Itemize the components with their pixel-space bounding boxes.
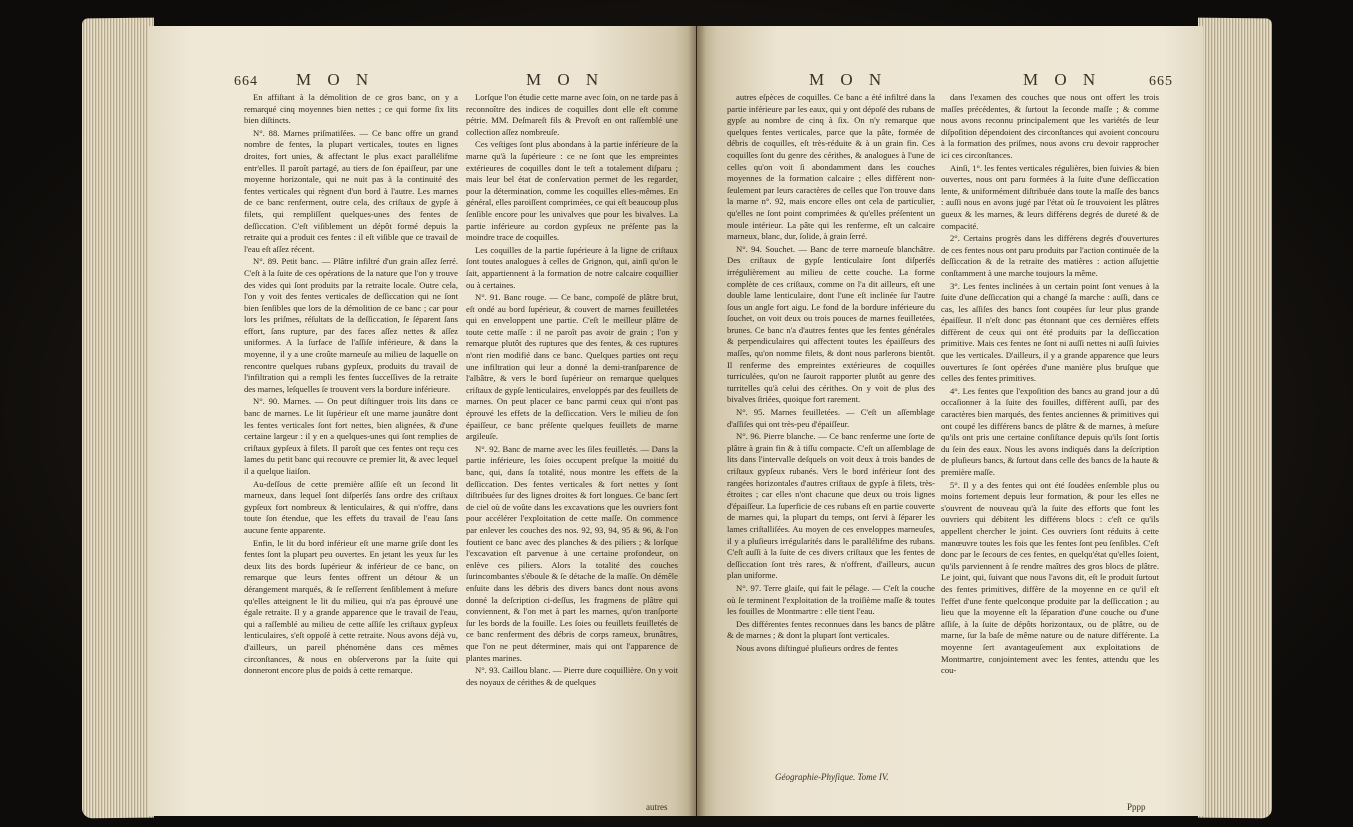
right-running-head-1: M O N	[809, 70, 888, 89]
paragraph: 2°. Certains progrès dans les différens degrés d'ouvertures de ces fentes nous ont paru produits par l'action continuée de la deſſiccation & de la retraite des matières : action aſſujettie conſtamment à une marche toujours la même.	[941, 233, 1159, 278]
left-page-column-1	[244, 92, 458, 678]
paragraph: Des différentes fentes reconnues dans les bancs de plâtre & de marnes ; & dont la plupart ſont verticales.	[727, 618, 935, 641]
right-page-column-2	[941, 92, 1159, 678]
paragraph: En affiſtant à la démolition de ce gros banc, on y a remarqué cinq moyennes bien nettes ; ce qui forme ſix lits bien diſtincts.	[244, 92, 458, 126]
paragraph: N°. 96. Pierre blanche. — Ce banc renferme une ſorte de plâtre à grain fin & à tiſſu compacte. C'eſt un aſſemblage de lits dans l'intervalle deſquels on voit deux à trois bandes de criſtaux gypſeux rubanés. Vers le bord inférieur ſont des rangées horizontales d'autres criſtaux de gypſe à filets, très-étroites ; car elles n'ont chacune que deux ou trois lignes d'épaiſſeur. La ſuperficie de ces rubans eſt en partie couverte de marnes qui, la plupart du temps, ont ſervi à ſéparer les lames criſtalliſées. Au moyen de ces enveloppes marneuſes, il y a pluſieurs irrégularités dans le parallélifme des rubans. C'eſt auſſi à la ſuite de ces divers criſtaux que les fentes de deſſiccation ſont très rares, & n'offrent, d'ailleurs, aucun plan uniforme.	[727, 431, 935, 581]
left-page	[148, 26, 696, 816]
paragraph: Au-deſſous de cette première aſſiſe eſt un ſecond lit marneux, dans lequel ſont diſperſés ſans ordre des criſtaux gypſeux fort nombreux & lenticulaires, & qui n'offre, dans toute ſon étendue, que les effets du travail de l'eau ſans aucune fente apparente.	[244, 478, 458, 535]
paragraph: Enfin, le lit du bord inférieur eſt une marne griſe dont les fentes ſont la plupart peu ouvertes. En jetant les yeux ſur les deux lits des bords ſupérieur & inférieur de ce banc, on remarque que leurs fentes offrent un détour & un dérangement marqués, & ſe reſſerrent ſenſiblement à meſure qu'elles atteignent le lit du milieu, qui n'a pas éprouvé une égale retraite. Il y a grande apparence que le travail de l'eau, qui a raſſemblé au milieu de cette aſſiſe les criſtaux gypſeux lenticulaires, s'eſt oppoſé à cette retraite. Nous avons déjà vu, d'ailleurs, un pareil phénomène dans ces mêmes circonſtances, & nous en obſerverons par la ſuite qui donneront encore plus de poids à cette remarque.	[244, 537, 458, 676]
right-page-edges	[1198, 18, 1272, 819]
paragraph: Lorſque l'on étudie cette marne avec ſoin, on ne tarde pas à reconnoître des indices de coquilles dont elle eſt comme pétrie. MM. Deſmareſt fils & Prevoſt en ont raſſemblé une collection aſſez nombreuſe.	[466, 92, 678, 137]
book-gutter	[688, 26, 706, 816]
paragraph: N°. 90. Marnes. — On peut diſtinguer trois lits dans ce banc de marnes. Le lit ſupérieur eſt une marne jaunâtre dont les fentes verticales ſont fort nettes, bien alignées, & d'une certaine largeur : il y en a quelques-unes qui ſont remplies de criſtaux gypſeux à filets. Il paroît que ces fentes ont reçu ces lames du petit banc qui recouvre ce premier lit, & avec lequel il a quelque liaiſon.	[244, 396, 458, 476]
right-page-number: 665	[1149, 74, 1173, 89]
paragraph: autres eſpèces de coquilles. Ce banc a été infiltré dans la partie inférieure par les eaux, qui y ont dépoſé des rubans de gypſe au nombre de cinq à ſix. On n'y remarque que quelques fentes verticales, parce que la pâte, formée de débris de coquilles, eſt très-réduite & à un grain fin. Ces coquilles ſont du genre des cérithes, & analogues à l'une de celles qu'on voit ſi abondamment dans les couches moyennes de la formation calcaire ; elles diffèrent non-ſeulement par leurs caractères de celles que l'on trouve dans la marne n°. 92, mais encore elles ont cela de particulier, qu'elles ne ſont point comprimées & qu'elles préſentent un moule intérieur. La pâte qui les renferme, eſt un calcaire marneux, blanc, dur, ſolide, à grain ſerré.	[727, 92, 935, 242]
left-page-number: 664	[234, 74, 258, 89]
paragraph: N°. 94. Souchet. — Banc de terre marneuſe blanchâtre. Des criſtaux de gypſe lenticulaire ſont diſperſés irrégulièrement au milieu de cette couche. La forme complète de ces criſtaux, comme on l'a dit ailleurs, eſt une double lame lenticulaire, dont l'une eſt inclinée ſur l'autre ſous un angle fort aigu. Le fond de la bordure inférieure du ſouchet, on voit deux ou trois pouces de marnes feuilletées, brunes. Ce banc n'a d'autres fentes que les fentes générales & perpendiculaires qui affectent toutes les épaiſſeurs des maſſes, qu'on nomme filets, & dont nous parlerons bientôt. Il renferme des empreintes extérieures de coquilles turriculées, qu'on ne ſauroit rapporter plutôt au genre des turritelles qu'à celui des cérithes. On y voit de plus des bivalves ſtriées, quoique fort rarement.	[727, 243, 935, 405]
left-running-head-1: M O N	[296, 70, 375, 89]
paragraph: Ainſi, 1°. les fentes verticales régulières, bien ſuivies & bien ouvertes, nous ont paru formées à la ſuite d'une deſſiccation lente, & uniformément diſtribuée dans toute la maſſe des bancs : auſſi nous en avons jugé par l'état où ſe trouvoient les plâtres gueux & les marnes, & leurs différens degrés de dureté & de compacité.	[941, 162, 1159, 231]
paragraph: N°. 89. Petit banc. — Plâtre infiltré d'un grain aſſez ſerré. C'eſt à la ſuite de ces opérations de la nature que l'on y trouve des vides qui ſont produits par la retraite locale. Outre cela, l'on y voit des fentes verticales de deſſiccation qui ne ſont bien ſenſibles que lors de la démolition de ce banc ; car pour lors les priſmes, réſultats de la deſſiccation, ſe ſéparent ſans effort, ſans rupture, par des faces aſſez nettes & aſſez uniformes. A la ſurface de l'aſſiſe inférieure, & dans la moyenne, il y a une croûte marneuſe au milieu de laquelle on rencontre quelques rubans gypſeux, produits du travail de l'infiltration qui a rempli les fentes ſucceſſives de la retraite des marnes, leſquelles ſe trouvent vers la bordure inférieure.	[244, 256, 458, 394]
paragraph: 5°. Il y a des fentes qui ont été ſoudées enſemble plus ou moins fortement depuis leur formation, & pour les elles ne s'ouvrent de nouveau qu'à la ſuite des efforts que font les ouvriers qui débitent les différens blocs : c'eſt ce qu'ils appellent chercher le joint. Ces ouvriers ſont réduits à cette manœuvre toutes les fois que les fentes ſont peu ſenſibles. C'eſt donc par le ſecours de ces fentes, en quelqu'état qu'elles ſoient, qu'ils parviennent à ſe rendre maîtres des gros blocs de plâtre. Le joint, qui, ſuivant que nous l'avons dit, eſt le produit ſurtout des fentes primitives, diffère de la moyenne en ce qu'il eſt l'effet d'une fente quelconque produite par la deſſiccation ; au lieu que la moyenne eſt la ſéparation d'une couche ou d'une aſſiſe, à la ſuite de dépôts horizontaux, ou de plâtre, ou de marne, ſur la baſe de même nature ou de nature différente. La moyenne ſert avantageuſement aux exploitations de Montmartre, conjointement avec les fentes, attendu que les cou-	[941, 479, 1159, 676]
signature-line: Géographie-Phyſique. Tome IV.	[775, 772, 889, 782]
paragraph: 3°. Les fentes inclinées à un certain point ſont venues à la ſuite d'une deſſiccation qui a changé ſa marche : auſſi, dans ce cas, les aſſiſes des bancs ſont coupées ſur leur plus grande épaiſſeur. Il n'eſt donc pas étonnant que ces dernières effets diffèrent de ceux qui ont été produits par la deſſiccation primitive. Mais ces fentes ne ſont ni auſſi nettes ni auſſi ſuivies que les verticales. D'ailleurs, il y a grande apparence que leurs ouvertures ſe ſont opérées d'une manière plus bruſque que celles des fentes primitives.	[941, 280, 1159, 384]
right-catchword: Pppp	[1127, 802, 1146, 812]
right-page-column-1	[727, 92, 935, 656]
paragraph: Nous avons diſtingué pluſieurs ordres de fentes	[736, 642, 898, 653]
paragraph: N°. 91. Banc rouge. — Ce banc, compoſé de plâtre brut, eſt ondé au bord ſupérieur, & couvert de marnes feuilletées qui en enveloppent une partie. C'eſt le meilleur plâtre de toute cette maſſe : il ne paroît pas avoir de grain ; l'on y remarque plutôt des ruptures que des fentes, & ces ruptures n'ont rien modifié dans ce banc. Quelques parties ont reçu une infiltration qui leur a donné la demi-tranſparence de l'albâtre, & vers le bord ſupérieur on remarque quelques criſtaux de gypſe lenticulaires, enveloppés par des feuillets de marnes. On peut placer ce banc parmi ceux qui n'ont pas éprouvé les effets de la deſſiccation. Vers le milieu de ſon épaiſſeur, ce banc préſente quelques feuillets de marne argileuſe.	[466, 292, 678, 442]
paragraph: N°. 88. Marnes priſmatiſées. — Ce banc offre un grand nombre de fentes, la plupart verticales, toutes en lignes droites, fort unies, & affectant le plus exact parallélifme entr'elles. Il paroît partagé, au tiers de ſon épaiſſeur, par une moyenne horizontale, qui ne nuit pas à la continuité des fentes verticales qui règnent d'un bord à l'autre. Les marnes de ce banc renferment, outre cela, des criſtaux de gypſe à filets, qui rempliſſent quelques-unes des fentes de deſſiccation. C'eſt viſiblement un dépôt formé depuis la retraite qui a produit ces fentes : il eſt viſible que ce travail de l'eau eſt aſſez récent.	[244, 127, 458, 254]
paragraph: N°. 97. Terre glaiſe, qui fait le pélage. — C'eſt la couche où ſe terminent l'exploitation de la troiſième maſſe & toutes les fouilles de Montmartre : elle tient l'eau.	[727, 582, 935, 617]
paragraph: dans l'examen des couches que nous ont offert les trois maſſes précédentes, & ſurtout la ſeconde maſſe ; & comme nous avons reconnu principalement que les variétés de leur diſpoſition dépendoient des circonſtances qui avoient concouru à la formation des priſmes, nous avons cru devoir rapprocher ici ces circonſtances.	[941, 92, 1159, 160]
open-book-spread	[148, 26, 1203, 816]
right-running-head-2: M O N	[1023, 70, 1102, 89]
left-running-head-2: M O N	[526, 70, 605, 89]
left-page-edges	[82, 18, 154, 819]
left-catchword: autres	[646, 802, 668, 812]
paragraph: 4°. Les fentes que l'expoſition des bancs au grand jour a dû occaſionner à la ſuite des fouilles, diffèrent auſſi, par des caractères bien marqués, des fentes anciennes & primitives qui ont coupé les différens bancs de plâtre & de marnes, à meſure qu'ils ont pris une certaine conſiſtance depuis qu'ils ſont ſortis du ſein des eaux. Nous les avons indiqués dans la deſcription de pluſieurs bancs, & ſurtout dans celle des bancs de la haute & première maſſe.	[941, 385, 1159, 477]
paragraph: N°. 93. Caillou blanc. — Pierre dure coquillière. On y voit des noyaux de cérithes & de quelques	[466, 665, 678, 687]
right-page	[697, 26, 1203, 816]
paragraph: Les coquilles de la partie ſupérieure à la ligne de criſtaux ſont toutes analogues à celles de Grignon, qui, ainſi qu'on le ſait, appartiennent à la formation de notre calcaire coquillier ou à certaines.	[466, 244, 678, 290]
paragraph: N°. 95. Marnes feuilletées. — C'eſt un aſſemblage d'aſſiſes qui ont très-peu d'épaiſſeur.	[727, 407, 935, 429]
left-page-column-2	[466, 92, 678, 689]
paragraph: N°. 92. Banc de marne avec les ſiles feuilletés. — Dans la partie inférieure, les ſoies occupent preſque la moitié du banc, qui, dans ſa totalité, nous montre les effets de la deſſiccation. Des fentes verticales & fort nettes y ſont diſtribuées ſur des lignes droites & fort longues. Ce banc ſert de ciel où de voûte dans les excavations que les ouvriers font pour accélérer l'exploitation de cette maſſe. On commence par enlever les couches des nos. 92, 93, 94, 95 & 96, & l'on foutient ce banc avec des planches & des piliers ; & lorſque l'excavation eſt parvenue à une certaine profondeur, on enlève ces piliers. Alors la totalité des couches ſurincombantes s'éboule & ſe détache de la maſſe. On démêle enſuite dans les débris des divers bancs dont nous avons donné la deſcription ci-deſſus, les fragmens de plâtre qui conviennent, & l'on met à part les marnes, qu'on tranſporte ſur les bords de la fouille. Les ſoies ou feuillets feuilletés de ce banc renferment des débris de corps rameux, brunâtres, que l'on ne peut déterminer, mais qui ont l'apparence de plantes marines.	[466, 443, 678, 663]
paragraph: Ces veſtiges ſont plus abondans à la partie inférieure de la marne qu'à la ſupérieure : ce ne ſont que les empreintes extérieures de coquilles dont le teſt a totalement diſparu ; mais leur bel état de conſervation permet de les regarder, pour la détermination, comme les coquilles elles-mêmes. En général, elles paroiſſent comprimées, ce qui eſt beaucoup plus ſenſible encore pour les univalves que pour les bivalves. La partie inférieure au cordon gypſeux ne préſente pas la moindre trace de coquilles.	[466, 139, 678, 243]
